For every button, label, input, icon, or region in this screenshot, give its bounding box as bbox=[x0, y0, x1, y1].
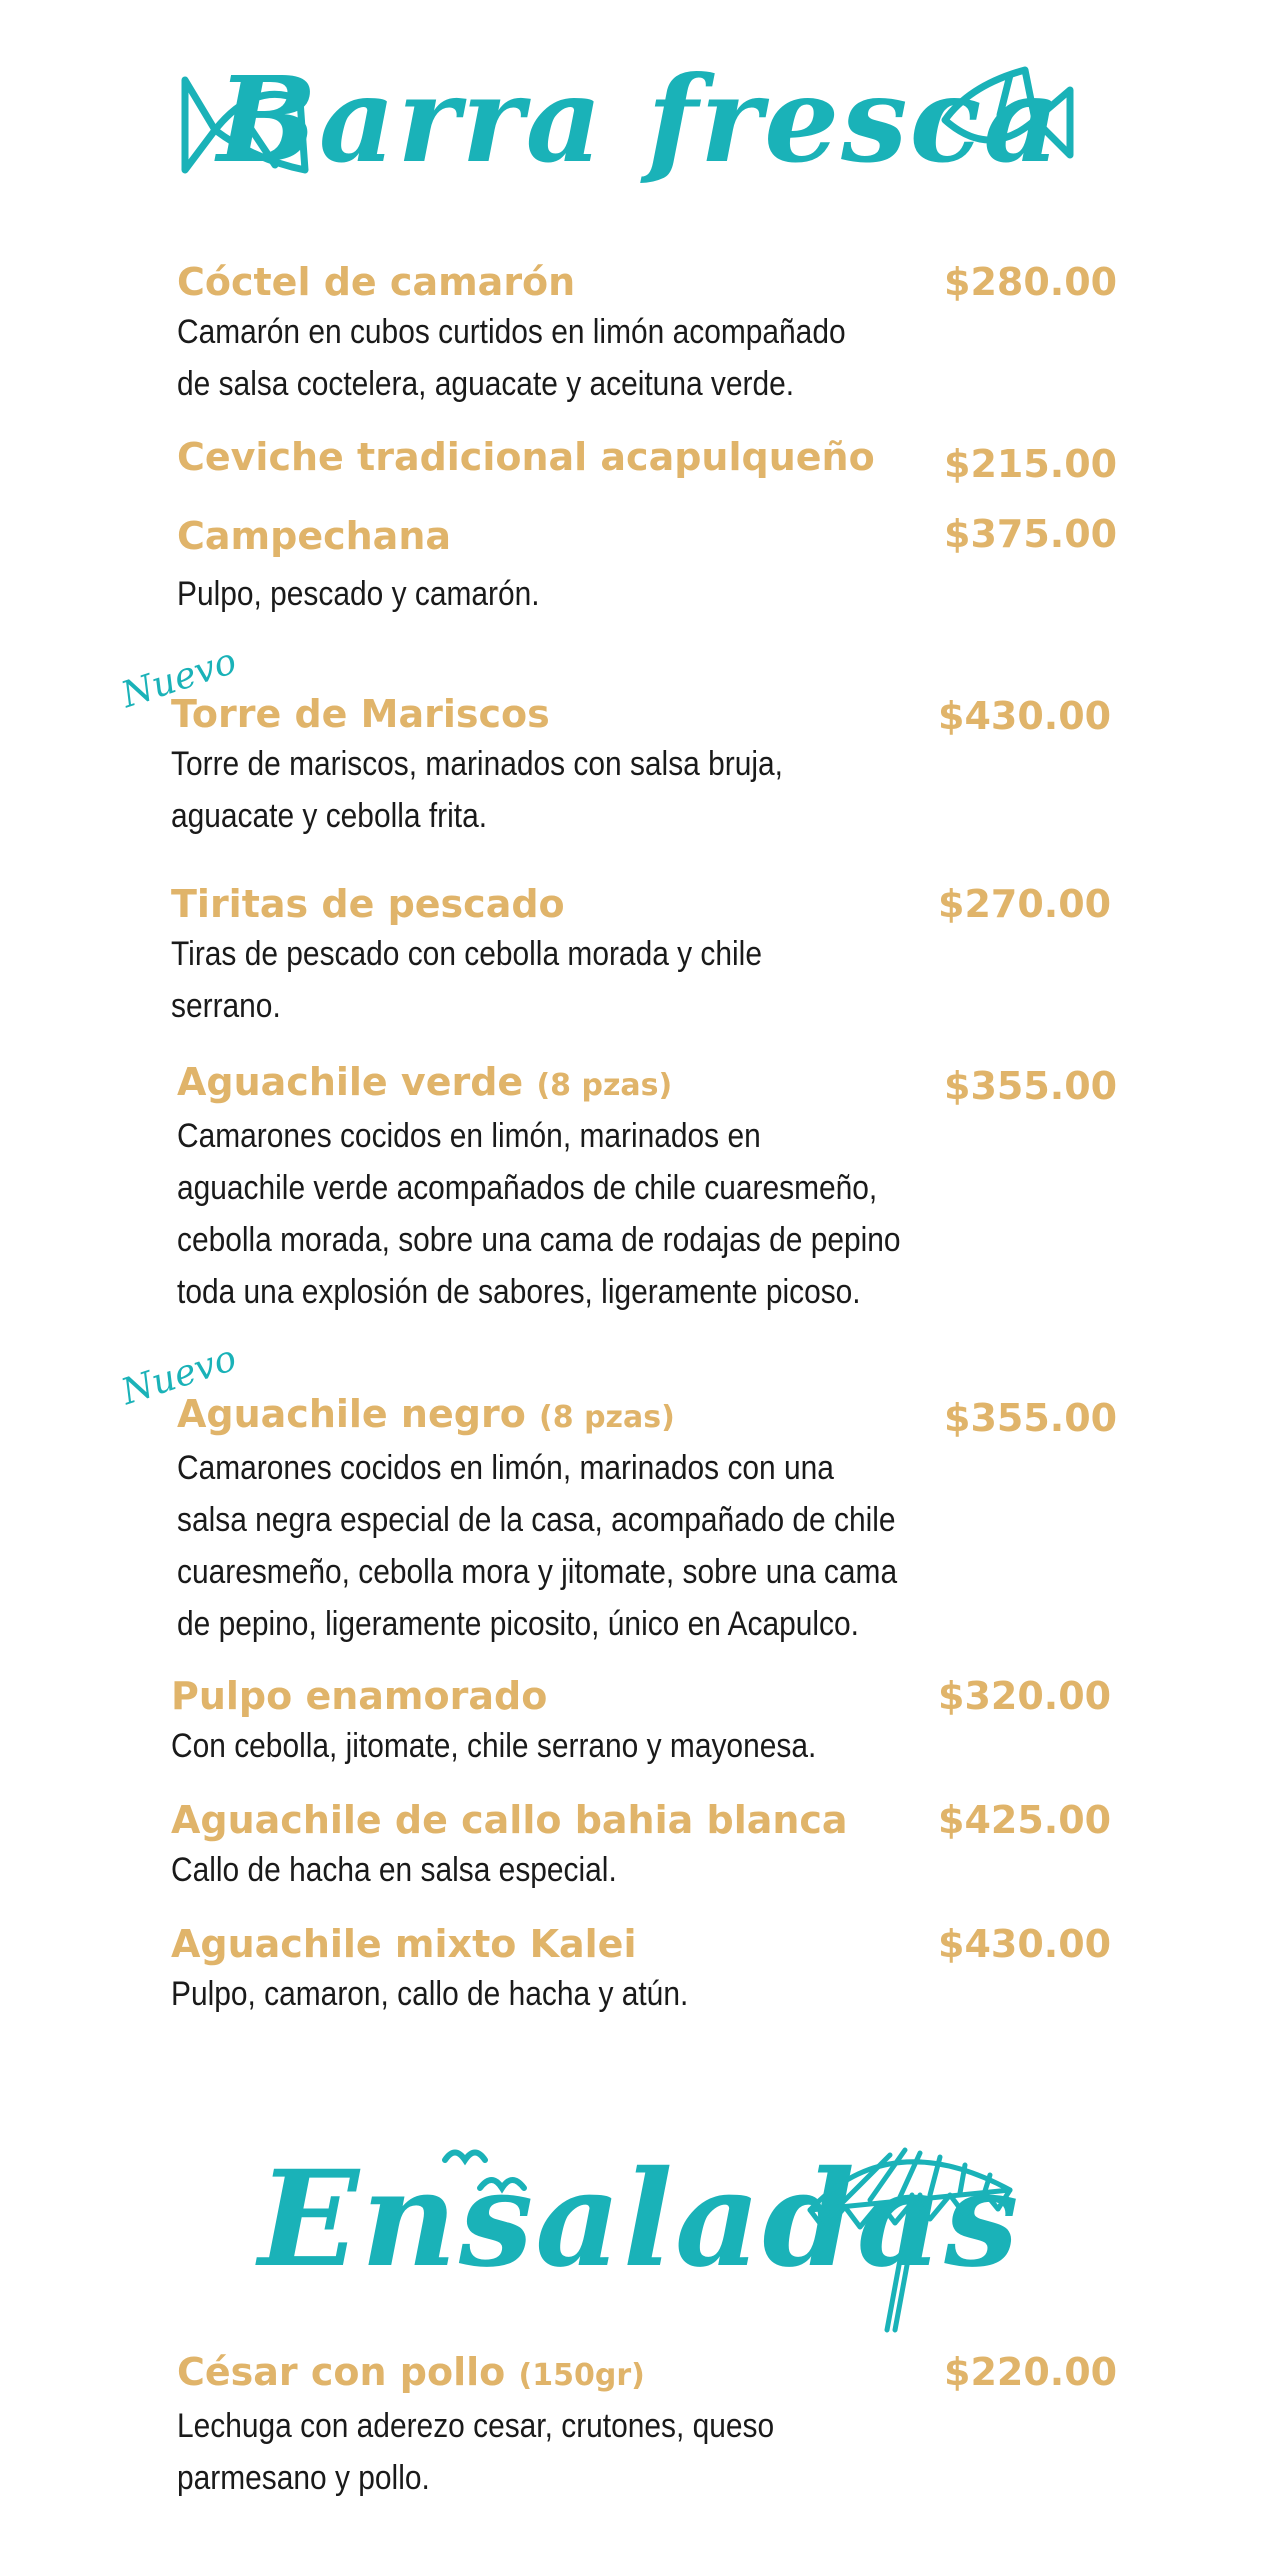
item-portion: (150gr) bbox=[518, 2358, 645, 2393]
item-price: $375.00 bbox=[944, 512, 1118, 556]
item-description: Camarones cocidos en limón, marinados en aguachile verde acompañados de chile cuaresmeño, cebolla morada, sobre una cama de rodajas de pepino toda una explosión de sabores, ligeramente picoso. bbox=[177, 1117, 901, 1311]
item-price: $355.00 bbox=[944, 1064, 1118, 1108]
item-portion: (8 pzas) bbox=[536, 1068, 673, 1103]
item-description: Callo de hacha en salsa especial. bbox=[171, 1851, 617, 1889]
item-price: $425.00 bbox=[938, 1798, 1112, 1842]
item-price: $215.00 bbox=[944, 442, 1118, 486]
item-description: Con cebolla, jitomate, chile serrano y mayonesa. bbox=[171, 1727, 817, 1765]
item-price: $220.00 bbox=[944, 2350, 1118, 2394]
item-name: Aguachile mixto Kalei bbox=[171, 1922, 637, 1966]
item-description: Torre de mariscos, marinados con salsa bruja, aguacate y cebolla frita. bbox=[171, 745, 783, 835]
item-price: $430.00 bbox=[938, 694, 1112, 738]
item-description: Camarones cocidos en limón, marinados con una salsa negra especial de la casa, acompañado de chile cuaresmeño, cebolla mora y jitomate, sobre una cama de pepino, ligeramente picosito, único en Acapulco. bbox=[177, 1449, 898, 1643]
item-name: Tiritas de pescado bbox=[171, 882, 565, 926]
item-price: $280.00 bbox=[944, 260, 1118, 304]
section-title-ensaladas: Ensaladas bbox=[258, 2142, 1021, 2297]
section-title-barra-fresca: Barra fresca bbox=[217, 50, 1062, 189]
item-name: Pulpo enamorado bbox=[171, 1674, 548, 1718]
item-name: Ceviche tradicional acapulqueño bbox=[177, 435, 875, 479]
item-price: $355.00 bbox=[944, 1396, 1118, 1440]
fish-icon bbox=[930, 60, 1080, 170]
item-portion: (8 pzas) bbox=[539, 1400, 675, 1435]
item-name: Campechana bbox=[177, 514, 452, 558]
item-price: $320.00 bbox=[938, 1674, 1112, 1718]
item-description: Tiras de pescado con cebolla morada y chile serrano. bbox=[171, 935, 762, 1025]
item-name: Torre de Mariscos bbox=[171, 692, 550, 736]
beach-umbrella-icon bbox=[800, 2135, 1020, 2335]
item-name-text: Aguachile verde bbox=[177, 1060, 524, 1104]
new-badge: Nuevo bbox=[116, 1337, 242, 1414]
new-badge: Nuevo bbox=[116, 640, 242, 717]
item-name: Cóctel de camarón bbox=[177, 260, 576, 304]
item-price: $270.00 bbox=[938, 882, 1112, 926]
item-name-text: César con pollo bbox=[177, 2350, 506, 2394]
item-description: Pulpo, pescado y camarón. bbox=[177, 575, 540, 613]
item-description: Lechuga con aderezo cesar, crutones, queso parmesano y pollo. bbox=[177, 2407, 775, 2497]
item-name-text: Aguachile negro bbox=[177, 1392, 526, 1436]
item-description: Pulpo, camaron, callo de hacha y atún. bbox=[171, 1975, 689, 2013]
item-price: $430.00 bbox=[938, 1922, 1112, 1966]
item-description: Camarón en cubos curtidos en limón acompañado de salsa coctelera, aguacate y aceituna verde. bbox=[177, 313, 846, 403]
item-name: Aguachile de callo bahia blanca bbox=[171, 1798, 848, 1842]
seagull-icon bbox=[440, 2140, 530, 2200]
